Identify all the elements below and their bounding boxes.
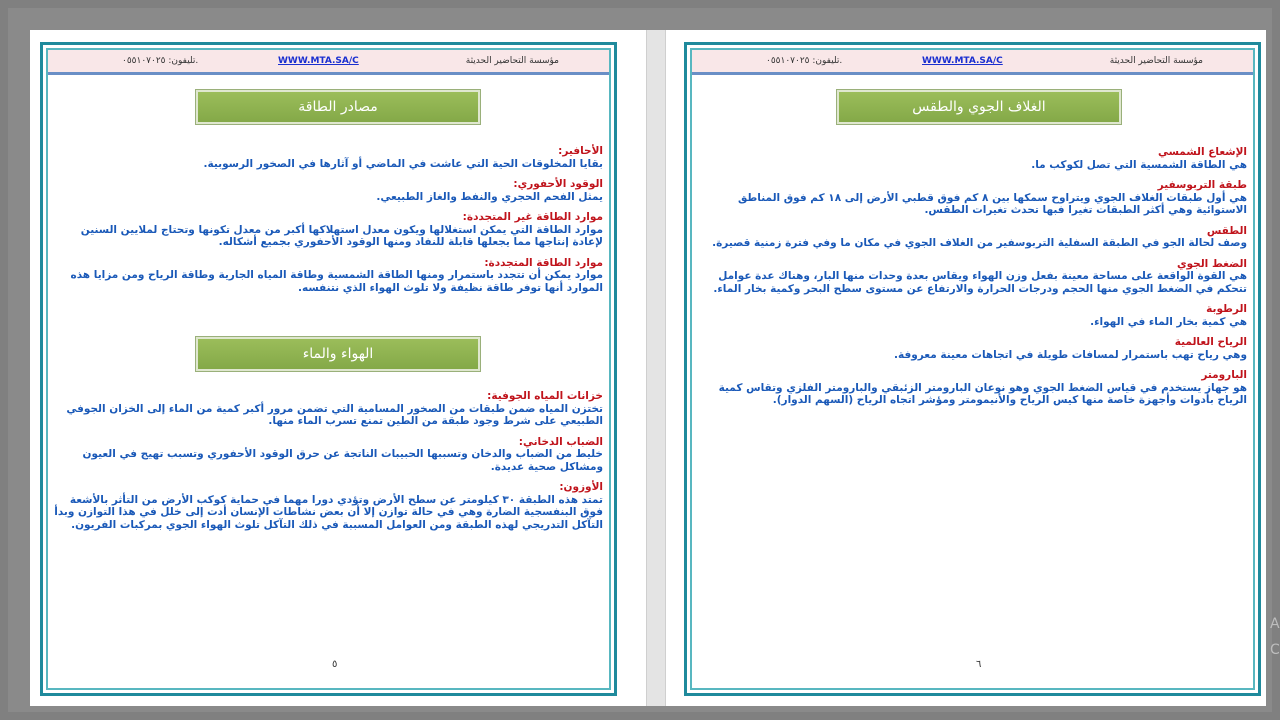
- edge-letter-c: C: [1270, 642, 1280, 658]
- page-header: [48, 50, 609, 75]
- definition-term: موارد الطاقة المتجددة:: [484, 256, 603, 269]
- definition-text: موارد الطاقة التي يمكن استغلالها ويكون معدل استهلاكها أكبر من معدل تكونها وتحتاج لملايين السنين لإعادة إنتاجها مما يجعلها قابلة للنفاد ومنها الوقود الأحفوري بجميع أشكاله.: [80, 223, 603, 248]
- definition-term: الرطوبة: [1206, 303, 1247, 315]
- definition-term: الرياح العالمية: [1174, 336, 1247, 348]
- header-org: مؤسسة التحاضير الحديثة: [1109, 56, 1203, 66]
- definition-text: هي كمية بخار الماء في الهواء.: [1090, 315, 1247, 328]
- header-phone: تليفون: ٠٥٥١٠٧٠٢٥.: [122, 56, 199, 66]
- page-right: [684, 42, 1261, 696]
- definition-item: [698, 258, 1247, 296]
- slide-frame: [8, 8, 1280, 712]
- page-border: [46, 48, 611, 690]
- definition-item: [54, 481, 603, 531]
- definition-term: طبقة التربوسفير: [1157, 179, 1247, 191]
- definition-text: هو جهاز يستخدم في قياس الضغط الجوي وهو نوعان البارومتر الزئبقي والبارومتر الفلزي وتقاس كمية الرياح بأدوات وأجهزة خاصة منها كيس الرياح والأنيمومتر ومؤشر اتجاه الرياح (السهم الدوار).: [718, 381, 1247, 406]
- definition-item: [698, 336, 1247, 361]
- header-website-link[interactable]: WWW.MTA.SA/C: [922, 56, 1003, 66]
- definition-text: خليط من الضباب والدخان وتسببها الحبيبات الناتجة عن حرق الوقود الأحفوري وتسبب تهيج في العيون ومشاكل صحية عديدة.: [82, 448, 603, 473]
- page-number: ٥: [332, 659, 338, 670]
- definition-term: الضغط الجوي: [1176, 257, 1247, 270]
- section-banner-air-water: الهواء والماء: [196, 337, 480, 371]
- definition-text: تختزن المياه ضمن طبقات من الصخور المسامية التي تضمن مرور أكبر كمية من الماء إلى الخزان الجوفي الطبيعي على شرط وجود طبقة من الطين تمنع تسرب الماء منها.: [66, 402, 603, 427]
- definition-term: البارومتر: [1201, 369, 1247, 381]
- definition-term: الأحافير:: [558, 145, 603, 157]
- definition-text: يمثل الفحم الحجري والنفط والغاز الطبيعي.: [376, 190, 603, 203]
- definition-item: [698, 179, 1247, 217]
- definition-text: وهي رياح تهب باستمرار لمسافات طويلة في اتجاهات معينة معروفة.: [894, 348, 1247, 361]
- definition-term: خزانات المياه الجوفية:: [487, 390, 603, 402]
- definition-text: بقايا المخلوقات الحية التي عاشت في الماضي أو آثارها في الصخور الرسوبية.: [203, 157, 603, 170]
- page-header: [692, 50, 1253, 75]
- definition-item: [698, 303, 1247, 328]
- definition-text: موارد يمكن أن تتجدد باستمرار ومنها الطاقة الشمسية وطاقة المياه الجارية وطاقة الرياح ومن مزايا هذه الموارد أنها توفر طاقة نظيفة ولا تلوث الهواء الذي نتنفسه.: [70, 269, 603, 294]
- section-banner-energy: مصادر الطاقة: [196, 90, 480, 124]
- atmosphere-definitions: [698, 146, 1247, 415]
- definition-text: هي القوة الواقعة على مساحة معينة بفعل وزن الهواء ويقاس بعدة وحدات منها البار، وهناك عدة عوامل تتحكم في الضغط الجوي منها الحجم ودرجات الحرارة والارتفاع عن مستوى سطح البحر وكمية بخار الماء.: [713, 270, 1247, 295]
- book-gutter: [646, 30, 666, 706]
- definition-term: موارد الطاقة غير المتجددة:: [462, 211, 603, 223]
- definition-item: [54, 257, 603, 295]
- page-number: ٦: [976, 659, 982, 670]
- header-website-link[interactable]: WWW.MTA.SA/C: [278, 56, 359, 66]
- book-viewport: [30, 30, 1280, 706]
- definition-text: هي الطاقة الشمسية التي تصل لكوكب ما.: [1031, 158, 1247, 171]
- definition-item: [698, 146, 1247, 171]
- definition-item: [698, 369, 1247, 407]
- definition-item: [54, 390, 603, 428]
- definition-text: هي أول طبقات الغلاف الجوي ويتراوح سمكها بين ٨ كم فوق قطبي الأرض إلى ١٨ كم فوق المناطق الاستوائية وهي أكثر الطبقات تغيرا فبها تحدث تغيرات الطقس.: [737, 191, 1247, 216]
- energy-definitions: [54, 145, 603, 302]
- definition-text: وصف لحالة الجو في الطبقة السفلية التربوسفير من الغلاف الجوي في مكان ما وفي فترة زمنية قصيرة.: [712, 237, 1247, 249]
- page-border: [690, 48, 1255, 690]
- definition-item: [54, 211, 603, 249]
- definition-term: الوقود الأحفوري:: [513, 178, 603, 190]
- page-left: [40, 42, 617, 696]
- section-banner-atmosphere: الغلاف الجوي والطقس: [837, 90, 1121, 124]
- definition-term: الضباب الدخاني:: [518, 435, 603, 448]
- definition-text: تمتد هذه الطبقة ٣٠ كيلومتر عن سطح الأرض وتؤدي دورا مهما في حماية كوكب الأرض من التأثر بالأشعة فوق البنفسجية الضارة وهي في حالة توازن إلا أن بعض نشاطات الإنسان أدت إلى خلل في هذا التوازن وبدأ التآكل التدريجي لهذه الطبقة ومن العوامل المسببة في ذلك التآكل تلوث الهواء الجوي بمركبات الفريون.: [54, 493, 603, 531]
- definition-item: [54, 145, 603, 170]
- definition-term: الأوزون:: [559, 481, 603, 493]
- header-phone: تليفون: ٠٥٥١٠٧٠٢٥.: [766, 56, 843, 66]
- definition-item: [54, 436, 603, 474]
- definition-item: [698, 225, 1247, 250]
- header-org: مؤسسة التحاضير الحديثة: [465, 56, 559, 66]
- definition-term: الطقس: [1206, 224, 1247, 237]
- definition-item: [54, 178, 603, 203]
- air-water-definitions: [54, 390, 603, 539]
- edge-letter-a: A: [1270, 616, 1280, 632]
- definition-term: الإشعاع الشمسي: [1157, 146, 1247, 158]
